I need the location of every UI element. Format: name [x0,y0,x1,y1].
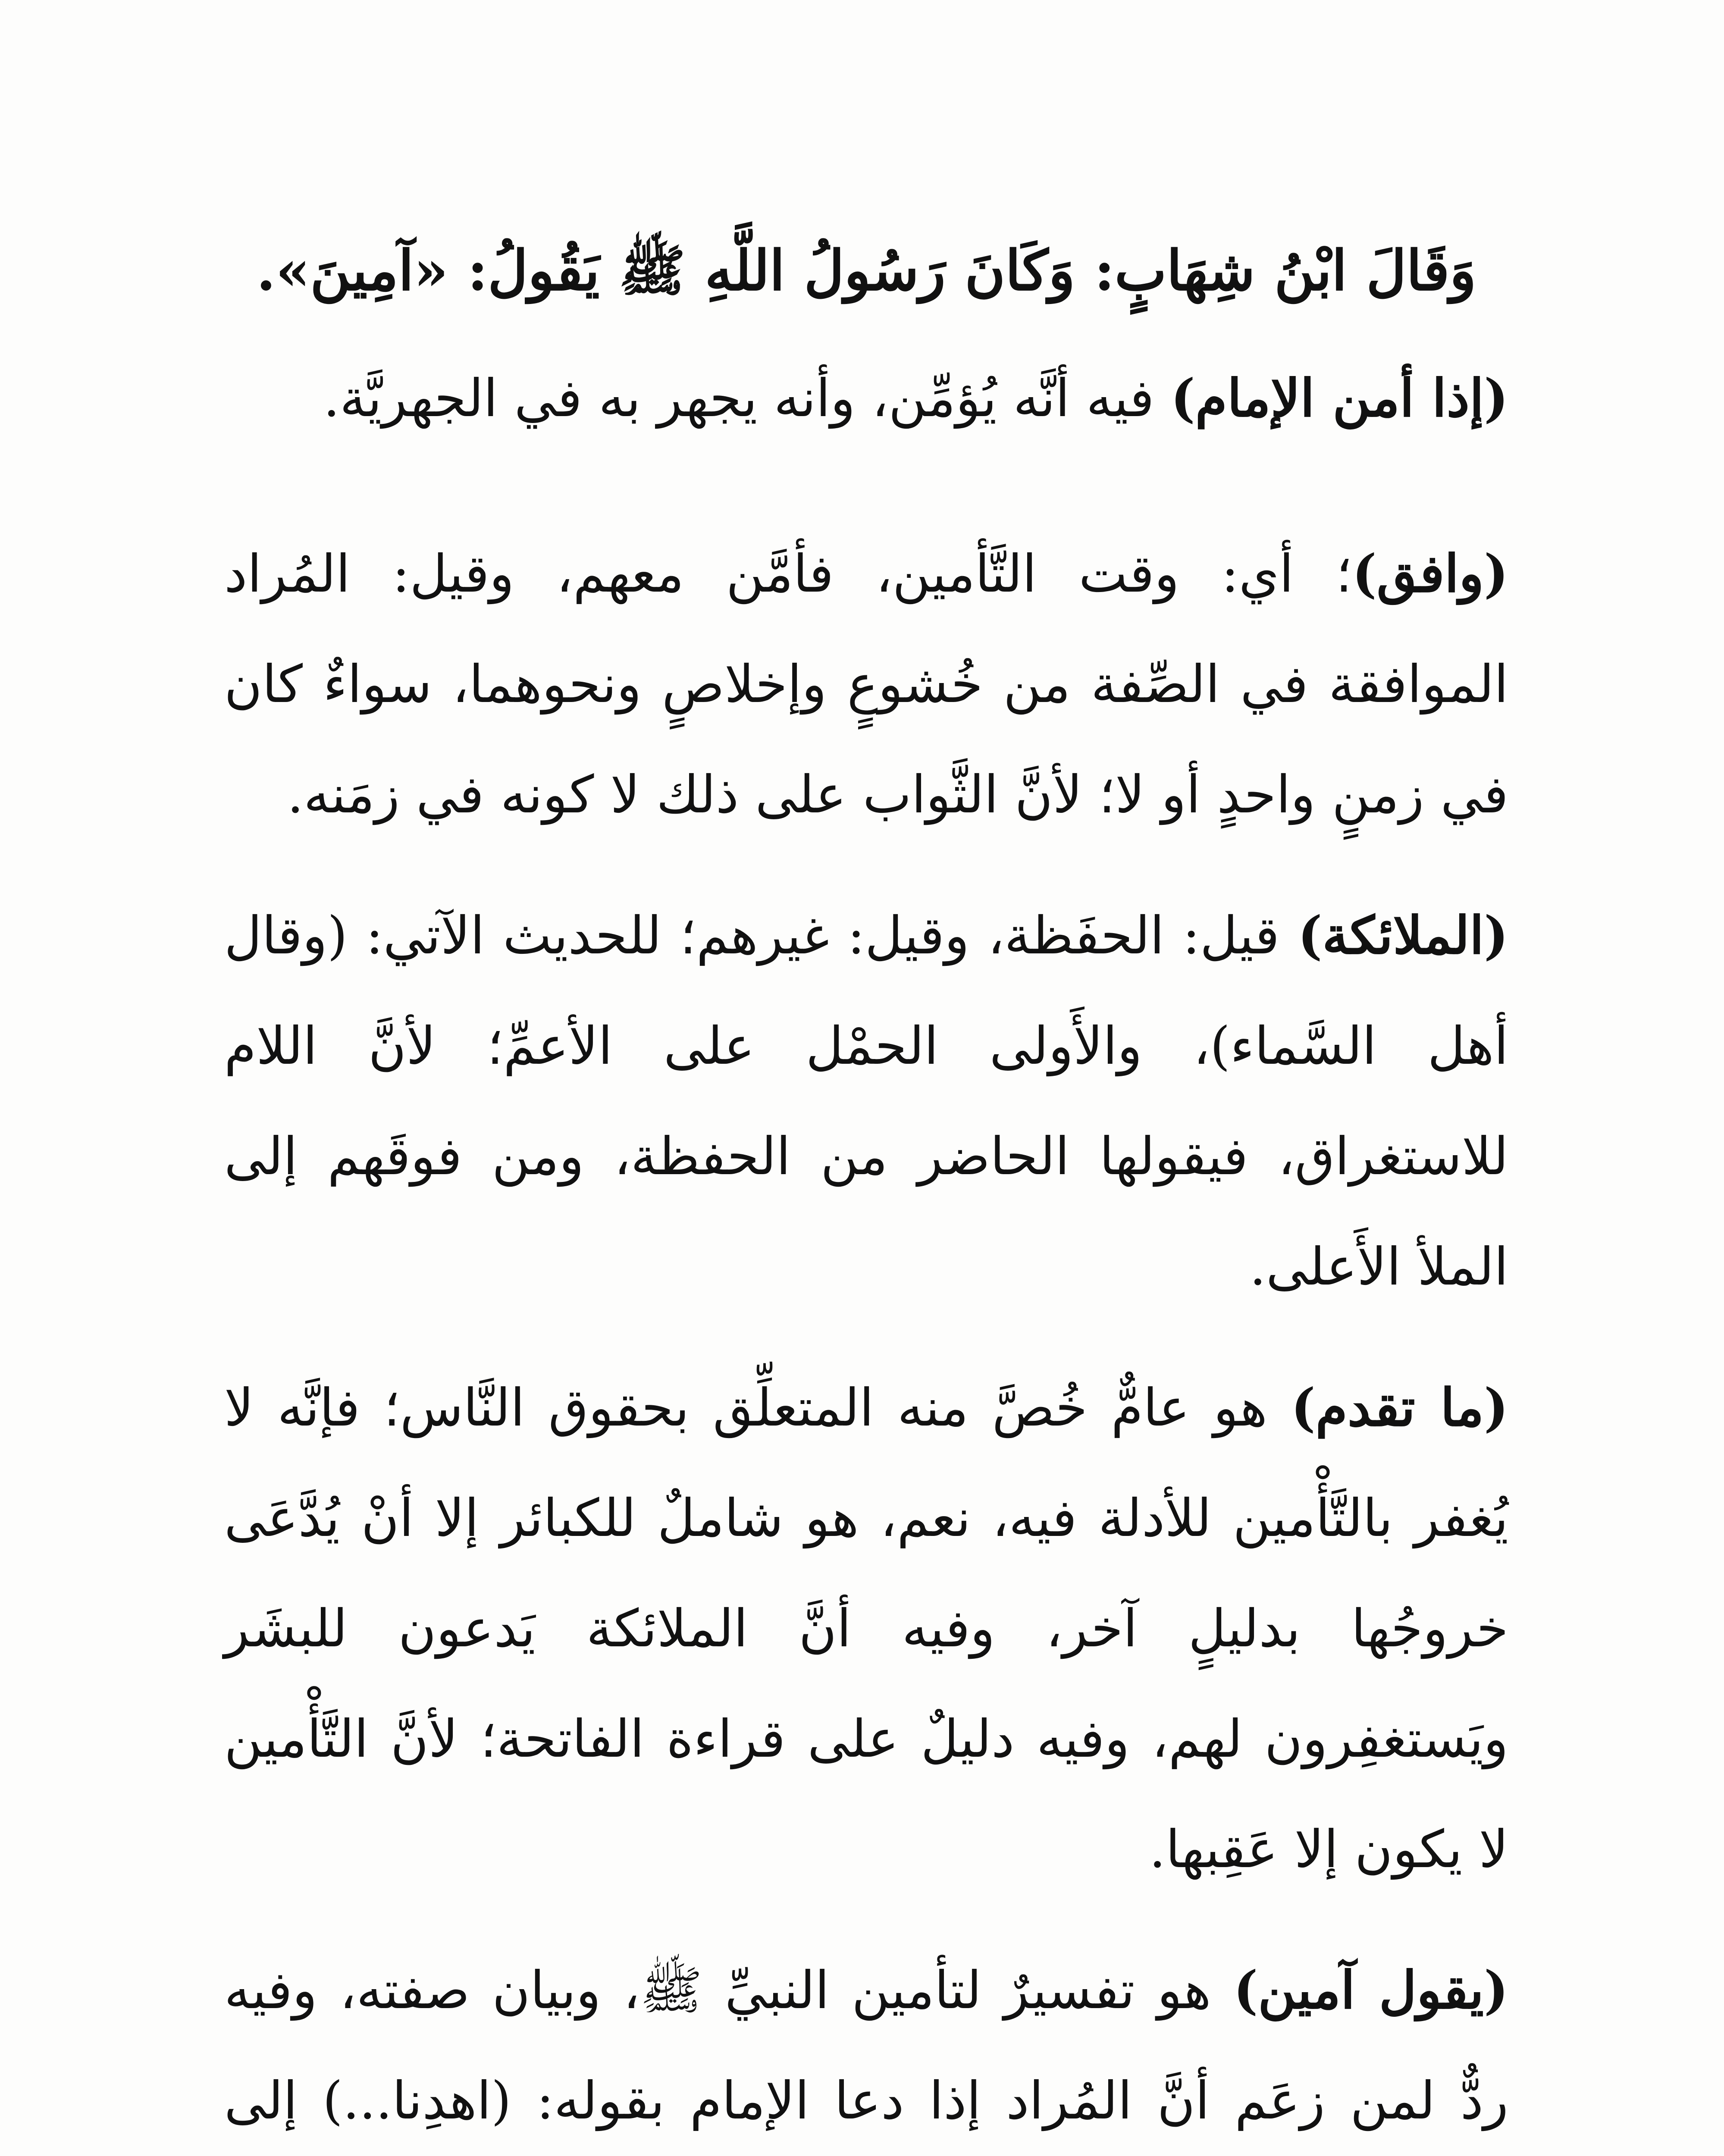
paragraph-text: قيل: الحفَظة، وقيل: غيرهم؛ للحديث الآتي: (وقال أهل السَّماء)، والأَولى الحمْل على الأعمِّ؛ لأنَّ اللام للاستغراق، فيقولها الحاضر من الحفظة، ومن فوقَهم إلى الملأ الأَعلى. [224,906,1508,1297]
commentary-paragraph [224,519,1508,850]
paragraph-lead: (ما تقدم) [1291,1377,1509,1438]
commentary-paragraph [224,881,1508,1322]
paragraph-lead: (إذا أمن الإمام) [1170,368,1508,429]
paragraph-text: فيه أنَّه يُؤمِّن، وأنه يجهر به في الجهريَّة. [323,369,1171,429]
hadith-line: وَقَالَ ابْنُ شِهَابٍ: وَكَانَ رَسُولُ اللَّهِ ﷺ يَقُولُ: «آمِينَ». [256,238,1476,303]
commentary-paragraph [224,343,1508,454]
commentary-paragraph [224,1353,1508,1905]
paragraph-lead: (يقول آمين) [1233,1960,1508,2021]
page-body [224,216,1508,2156]
commentary-paragraph [224,1935,1508,2156]
paragraph-text: هو تفسيرٌ لتأمين النبيِّ ﷺ، وبيان صفته، وفيه ردٌّ لمن زعَم أنَّ المُراد إذا دعا الإمام بقوله: (اهدِنا...) إلى [224,1961,1509,2131]
paragraph-lead: (الملائكة) [1298,905,1508,966]
paragraph-text: هو عامٌّ خُصَّ منه المتعلِّق بحقوق النَّاس؛ فإنَّه لا يُغفر بالتَّأْمين للأدلة فيه، نعم، هو شاملٌ للكبائر إلا أنْ يُدَّعَى خروجُها بدليلٍ آخر، وفيه أنَّ الملائكة يَدعون للبشَر ويَستغفِرون لهم، وفيه دليلٌ على قراءة الفاتحة؛ لأنَّ التَّأْمين لا يكون إلا عَقِبها. [224,1378,1508,1880]
paragraph-lead: (وافق) [1352,543,1508,604]
paragraph-text: ؛ أي: وقت التَّأمين، فأمَّن معهم، وقيل: المُراد الموافقة في الصِّفة من خُشوعٍ وإخلاصٍ ونحوهما، سواءٌ كان في زمنٍ واحدٍ أو لا؛ لأنَّ الثَّواب على ذلك لا كونه في زمَنه. [224,544,1508,825]
